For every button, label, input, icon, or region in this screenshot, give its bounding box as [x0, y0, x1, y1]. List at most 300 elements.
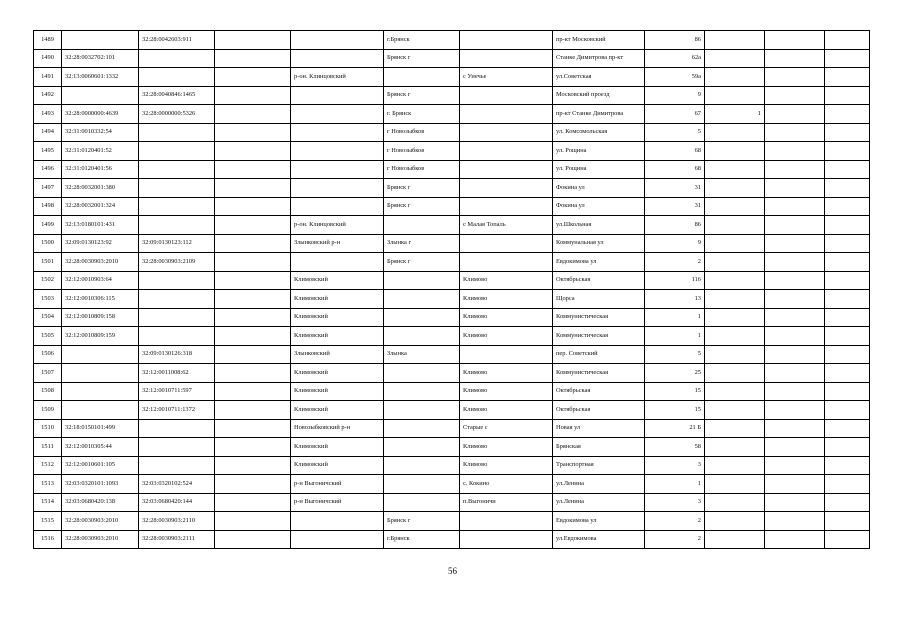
cell-row-number: 1514 — [34, 493, 62, 512]
cell-settlement: Климово — [460, 401, 553, 420]
cell-row-number: 1516 — [34, 530, 62, 549]
cell-street: ул.Ленина — [553, 475, 645, 494]
cell-district: р-он. Клинцовский — [291, 68, 384, 87]
table-row — [34, 160, 870, 179]
cell-last-column — [825, 142, 870, 161]
cell-street: Станке Димитрова пр-кт — [553, 49, 645, 68]
cell-blank-column — [215, 308, 291, 327]
cell-row-number: 1504 — [34, 308, 62, 327]
cell-city — [384, 216, 460, 235]
cell-city: г. Брянск — [384, 105, 460, 124]
table-row — [34, 142, 870, 161]
table-row — [34, 401, 870, 420]
cell-cadastral-number: 32:28:0032702:101 — [62, 49, 139, 68]
cell-street: Октябрьская — [553, 271, 645, 290]
cell-extra-column — [765, 179, 825, 198]
cell-last-column — [825, 105, 870, 124]
cell-extra-column — [765, 382, 825, 401]
cell-row-number: 1490 — [34, 49, 62, 68]
cell-extra-column — [765, 456, 825, 475]
cell-building — [705, 31, 765, 50]
cell-last-column — [825, 31, 870, 50]
table-body — [34, 31, 870, 549]
cell-district — [291, 197, 384, 216]
cell-city: г Новозыбков — [384, 123, 460, 142]
cell-city — [384, 327, 460, 346]
cell-blank-column — [215, 31, 291, 50]
cell-cadastral-number: 32:12:0010306:115 — [62, 290, 139, 309]
table-row — [34, 308, 870, 327]
cell-last-column — [825, 308, 870, 327]
cell-cadastral-number-alt — [139, 271, 215, 290]
cell-extra-column — [765, 234, 825, 253]
cell-cadastral-number-alt: 32:12:0011008:62 — [139, 364, 215, 383]
cell-cadastral-number-alt: 32:03:0680420:144 — [139, 493, 215, 512]
table-row — [34, 364, 870, 383]
cell-building — [705, 123, 765, 142]
cell-building — [705, 253, 765, 272]
cell-building — [705, 364, 765, 383]
cell-extra-column — [765, 253, 825, 272]
cell-settlement: Климово — [460, 327, 553, 346]
cell-cadastral-number-alt: 32:09:0130126:318 — [139, 345, 215, 364]
cell-blank-column — [215, 382, 291, 401]
cell-street: Фокина ул — [553, 179, 645, 198]
cell-last-column — [825, 327, 870, 346]
cell-house-number: 1 — [645, 475, 705, 494]
cell-blank-column — [215, 530, 291, 549]
cell-blank-column — [215, 105, 291, 124]
cell-row-number: 1502 — [34, 271, 62, 290]
cell-row-number: 1494 — [34, 123, 62, 142]
cell-city — [384, 493, 460, 512]
cell-row-number: 1501 — [34, 253, 62, 272]
cell-city: г Новозыбков — [384, 142, 460, 161]
cell-cadastral-number: 32:12:0010903:64 — [62, 271, 139, 290]
cell-blank-column — [215, 438, 291, 457]
cell-settlement — [460, 123, 553, 142]
cell-city: Брянск г — [384, 49, 460, 68]
cell-street: ул. Рощина — [553, 142, 645, 161]
cell-building — [705, 530, 765, 549]
cell-house-number: 15 — [645, 382, 705, 401]
cell-cadastral-number-alt — [139, 290, 215, 309]
cell-building — [705, 382, 765, 401]
cell-city: Брянск г — [384, 512, 460, 531]
cell-last-column — [825, 123, 870, 142]
cell-last-column — [825, 271, 870, 290]
cell-district — [291, 142, 384, 161]
cell-cadastral-number: 32:31:0010332:54 — [62, 123, 139, 142]
cell-cadastral-number-alt: 32:28:0030903:2109 — [139, 253, 215, 272]
cell-blank-column — [215, 197, 291, 216]
cell-extra-column — [765, 308, 825, 327]
cell-building — [705, 68, 765, 87]
cell-cadastral-number-alt — [139, 456, 215, 475]
cell-district: Климовский — [291, 438, 384, 457]
cell-city — [384, 382, 460, 401]
cell-district: Климовский — [291, 290, 384, 309]
cell-extra-column — [765, 86, 825, 105]
cell-extra-column — [765, 160, 825, 179]
table-row — [34, 475, 870, 494]
cell-street: ул.Евдокимова — [553, 530, 645, 549]
cell-street: ул.Ленина — [553, 493, 645, 512]
cell-last-column — [825, 364, 870, 383]
cell-street: Евдокимова ул — [553, 253, 645, 272]
cell-settlement — [460, 345, 553, 364]
cell-house-number: 13 — [645, 290, 705, 309]
cell-district: Климовский — [291, 401, 384, 420]
cell-settlement — [460, 160, 553, 179]
cell-street: Октябрьская — [553, 382, 645, 401]
cell-building — [705, 438, 765, 457]
cell-building — [705, 290, 765, 309]
table-row — [34, 197, 870, 216]
cell-house-number: 67 — [645, 105, 705, 124]
cell-street: Евдокимова ул — [553, 512, 645, 531]
cell-street: пр-кт Московский — [553, 31, 645, 50]
cell-blank-column — [215, 456, 291, 475]
cell-street: пр-кт Станке Димитрова — [553, 105, 645, 124]
cell-last-column — [825, 160, 870, 179]
cell-district: Злынковский — [291, 345, 384, 364]
cell-extra-column — [765, 68, 825, 87]
table-row — [34, 179, 870, 198]
cell-settlement: с. Кокино — [460, 475, 553, 494]
cell-city: Брянск г — [384, 253, 460, 272]
cell-blank-column — [215, 493, 291, 512]
cell-settlement — [460, 234, 553, 253]
cell-row-number: 1496 — [34, 160, 62, 179]
cell-city — [384, 290, 460, 309]
cell-building — [705, 475, 765, 494]
cell-house-number: 1 — [645, 327, 705, 346]
cell-building — [705, 142, 765, 161]
cell-building — [705, 197, 765, 216]
cell-row-number: 1503 — [34, 290, 62, 309]
cell-extra-column — [765, 364, 825, 383]
cell-extra-column — [765, 345, 825, 364]
cell-last-column — [825, 419, 870, 438]
cell-district: Злынковский р-н — [291, 234, 384, 253]
cell-district — [291, 105, 384, 124]
cell-district: Новозыбковский р-н — [291, 419, 384, 438]
cell-blank-column — [215, 179, 291, 198]
cell-last-column — [825, 382, 870, 401]
cell-street: ул.Советская — [553, 68, 645, 87]
cell-district — [291, 530, 384, 549]
cell-building — [705, 456, 765, 475]
cell-house-number: 2 — [645, 512, 705, 531]
cell-city — [384, 475, 460, 494]
cell-last-column — [825, 234, 870, 253]
cell-house-number: 68 — [645, 160, 705, 179]
cell-city: г.Брянск — [384, 530, 460, 549]
cell-city — [384, 438, 460, 457]
cell-extra-column — [765, 438, 825, 457]
cell-settlement: Климово — [460, 382, 553, 401]
cell-house-number: 2 — [645, 253, 705, 272]
cell-cadastral-number — [62, 382, 139, 401]
cell-cadastral-number-alt — [139, 142, 215, 161]
table-row — [34, 382, 870, 401]
cell-house-number: 59а — [645, 68, 705, 87]
cell-building — [705, 271, 765, 290]
cell-settlement: с Унечье — [460, 68, 553, 87]
cell-row-number: 1513 — [34, 475, 62, 494]
cell-cadastral-number: 32:31:0120401:56 — [62, 160, 139, 179]
cell-cadastral-number: 32:28:0030903:2010 — [62, 253, 139, 272]
cell-cadastral-number-alt — [139, 160, 215, 179]
cell-settlement: с Малая Топаль — [460, 216, 553, 235]
table-row — [34, 512, 870, 531]
cell-cadastral-number: 32:28:0030903:2010 — [62, 530, 139, 549]
cell-cadastral-number-alt — [139, 179, 215, 198]
table-row — [34, 290, 870, 309]
cell-house-number: 31 — [645, 197, 705, 216]
cell-district — [291, 49, 384, 68]
cell-last-column — [825, 216, 870, 235]
cell-blank-column — [215, 327, 291, 346]
cell-city — [384, 401, 460, 420]
cell-street: Брянская — [553, 438, 645, 457]
table-row — [34, 345, 870, 364]
cell-row-number: 1489 — [34, 31, 62, 50]
cell-extra-column — [765, 216, 825, 235]
cell-cadastral-number — [62, 364, 139, 383]
cell-house-number: 86 — [645, 216, 705, 235]
cell-blank-column — [215, 234, 291, 253]
cell-settlement — [460, 105, 553, 124]
cell-district — [291, 160, 384, 179]
cell-street: Коммунистическая — [553, 327, 645, 346]
cell-cadastral-number-alt — [139, 68, 215, 87]
cell-row-number: 1499 — [34, 216, 62, 235]
cell-district — [291, 31, 384, 50]
cell-extra-column — [765, 493, 825, 512]
cell-district: р-н Выгоничский — [291, 493, 384, 512]
cell-blank-column — [215, 364, 291, 383]
cell-cadastral-number-alt: 32:09:0130123:112 — [139, 234, 215, 253]
cell-settlement — [460, 253, 553, 272]
cell-cadastral-number: 32:03:0680420:138 — [62, 493, 139, 512]
cell-house-number: 31 — [645, 179, 705, 198]
table-row — [34, 493, 870, 512]
cell-extra-column — [765, 327, 825, 346]
cell-last-column — [825, 401, 870, 420]
cell-extra-column — [765, 142, 825, 161]
cell-cadastral-number-alt: 32:28:0040846:1465 — [139, 86, 215, 105]
table-row — [34, 86, 870, 105]
cell-extra-column — [765, 290, 825, 309]
cell-last-column — [825, 475, 870, 494]
table-row — [34, 438, 870, 457]
cell-house-number: 3 — [645, 493, 705, 512]
cell-row-number: 1507 — [34, 364, 62, 383]
cell-settlement — [460, 197, 553, 216]
cell-blank-column — [215, 419, 291, 438]
cell-cadastral-number-alt — [139, 438, 215, 457]
cell-settlement: Климово — [460, 308, 553, 327]
cell-row-number: 1510 — [34, 419, 62, 438]
cell-city: Злынка г — [384, 234, 460, 253]
cell-city — [384, 364, 460, 383]
cell-last-column — [825, 197, 870, 216]
cell-last-column — [825, 49, 870, 68]
cell-building — [705, 234, 765, 253]
cell-district: Климовский — [291, 271, 384, 290]
cell-cadastral-number-alt: 32:12:0010711:1372 — [139, 401, 215, 420]
cell-row-number: 1515 — [34, 512, 62, 531]
cell-cadastral-number: 32:31:0120401:52 — [62, 142, 139, 161]
cell-house-number: 68 — [645, 142, 705, 161]
cell-district — [291, 86, 384, 105]
cell-city: Брянск г — [384, 179, 460, 198]
cell-blank-column — [215, 123, 291, 142]
cell-house-number: 1 — [645, 308, 705, 327]
cell-building — [705, 401, 765, 420]
cell-cadastral-number-alt — [139, 123, 215, 142]
cell-row-number: 1500 — [34, 234, 62, 253]
cell-street: Транспортная — [553, 456, 645, 475]
cell-cadastral-number-alt: 32:03:0320102:524 — [139, 475, 215, 494]
cell-cadastral-number-alt — [139, 216, 215, 235]
table-row — [34, 216, 870, 235]
cell-city — [384, 419, 460, 438]
table-row — [34, 253, 870, 272]
cell-cadastral-number-alt: 32:28:0030903:2110 — [139, 512, 215, 531]
table-row — [34, 419, 870, 438]
cell-blank-column — [215, 401, 291, 420]
cell-cadastral-number — [62, 401, 139, 420]
cell-street: ул. Рощина — [553, 160, 645, 179]
cell-city: Злынка — [384, 345, 460, 364]
cell-city: г.Брянск — [384, 31, 460, 50]
cell-last-column — [825, 68, 870, 87]
cell-building — [705, 345, 765, 364]
cell-street: пер. Советский — [553, 345, 645, 364]
table-row — [34, 456, 870, 475]
cell-cadastral-number-alt — [139, 419, 215, 438]
cell-house-number: 5 — [645, 345, 705, 364]
page-number: 56 — [448, 566, 457, 576]
cell-district — [291, 253, 384, 272]
cell-extra-column — [765, 49, 825, 68]
cell-house-number: 9 — [645, 234, 705, 253]
cell-cadastral-number: 32:28:0030903:2010 — [62, 512, 139, 531]
cell-extra-column — [765, 512, 825, 531]
table-row — [34, 68, 870, 87]
cell-blank-column — [215, 475, 291, 494]
cell-last-column — [825, 86, 870, 105]
cell-row-number: 1509 — [34, 401, 62, 420]
cell-last-column — [825, 512, 870, 531]
cell-street: Фокина ул — [553, 197, 645, 216]
cell-street: Коммунальная ул — [553, 234, 645, 253]
cell-street: Московский проезд — [553, 86, 645, 105]
cell-building — [705, 160, 765, 179]
cell-settlement — [460, 179, 553, 198]
cell-cadastral-number — [62, 31, 139, 50]
cell-cadastral-number-alt: 32:12:0010711:597 — [139, 382, 215, 401]
cell-building — [705, 493, 765, 512]
cell-row-number: 1498 — [34, 197, 62, 216]
cell-settlement: Климово — [460, 271, 553, 290]
cell-blank-column — [215, 68, 291, 87]
cell-building — [705, 86, 765, 105]
cell-blank-column — [215, 512, 291, 531]
cell-cadastral-number-alt — [139, 327, 215, 346]
cell-cadastral-number-alt — [139, 49, 215, 68]
cell-street: Щорса — [553, 290, 645, 309]
cell-street: Коммунистическая — [553, 308, 645, 327]
table-row — [34, 123, 870, 142]
cell-cadastral-number: 32:12:0010809:158 — [62, 308, 139, 327]
cell-cadastral-number: 32:13:0180101:431 — [62, 216, 139, 235]
cell-cadastral-number: 32:13:0060601:1332 — [62, 68, 139, 87]
cell-last-column — [825, 530, 870, 549]
cell-district: Климовский — [291, 456, 384, 475]
cell-house-number: 3 — [645, 456, 705, 475]
cell-house-number: 86 — [645, 31, 705, 50]
cell-cadastral-number: 32:03:0320101:1093 — [62, 475, 139, 494]
cell-last-column — [825, 438, 870, 457]
cell-street: Октябрьская — [553, 401, 645, 420]
cell-city — [384, 308, 460, 327]
cell-city: г Новозыбков — [384, 160, 460, 179]
cell-extra-column — [765, 530, 825, 549]
cell-house-number: 58 — [645, 438, 705, 457]
cell-district — [291, 179, 384, 198]
cell-building — [705, 327, 765, 346]
cell-house-number: 2 — [645, 530, 705, 549]
cell-cadastral-number: 32:12:0010601:105 — [62, 456, 139, 475]
cell-settlement: Климово — [460, 456, 553, 475]
cell-district: р-н Выгоничский — [291, 475, 384, 494]
cell-cadastral-number: 32:12:0010809:159 — [62, 327, 139, 346]
cell-settlement — [460, 530, 553, 549]
cell-building — [705, 419, 765, 438]
cell-last-column — [825, 493, 870, 512]
cell-cadastral-number: 32:09:0130123:92 — [62, 234, 139, 253]
cell-house-number: 5 — [645, 123, 705, 142]
table-row — [34, 105, 870, 124]
cell-district: Климовский — [291, 364, 384, 383]
cell-blank-column — [215, 253, 291, 272]
cell-cadastral-number — [62, 345, 139, 364]
cell-district — [291, 512, 384, 531]
cell-building — [705, 308, 765, 327]
cell-street: Новая ул — [553, 419, 645, 438]
cell-row-number: 1493 — [34, 105, 62, 124]
cell-city — [384, 68, 460, 87]
cell-settlement: Климово — [460, 438, 553, 457]
cell-blank-column — [215, 271, 291, 290]
cell-blank-column — [215, 345, 291, 364]
cell-blank-column — [215, 49, 291, 68]
cell-house-number: 116 — [645, 271, 705, 290]
cell-extra-column — [765, 419, 825, 438]
table-row — [34, 31, 870, 50]
cell-house-number: 9 — [645, 86, 705, 105]
cell-row-number: 1506 — [34, 345, 62, 364]
cell-district: Климовский — [291, 308, 384, 327]
cell-building — [705, 216, 765, 235]
cell-extra-column — [765, 105, 825, 124]
cell-cadastral-number-alt — [139, 308, 215, 327]
cell-row-number: 1491 — [34, 68, 62, 87]
